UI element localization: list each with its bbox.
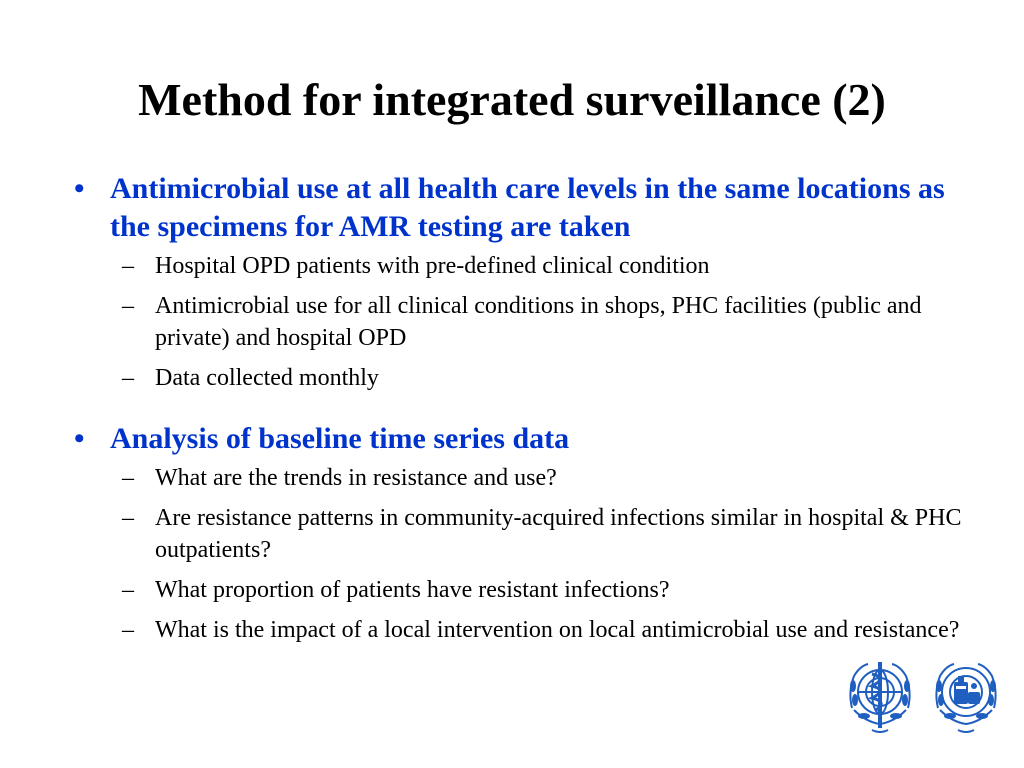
sub-item — [72, 462, 962, 494]
sub-text: Are resistance patterns in community-acquired infections similar in hospital & PHC outpatients? — [155, 505, 962, 563]
sub-marker: – — [122, 365, 134, 391]
sub-marker: – — [122, 505, 134, 531]
sub-item — [72, 574, 962, 606]
sub-text: What are the trends in resistance and use? — [155, 465, 557, 491]
sub-text: What proportion of patients have resistant infections? — [155, 577, 670, 603]
sub-item — [72, 290, 962, 354]
sub-item — [72, 362, 962, 394]
sub-marker: – — [122, 465, 134, 491]
bullet-text: Antimicrobial use at all health care levels in the same locations as the specimens for AMR testing are taken — [110, 172, 945, 243]
bullet-item — [72, 420, 962, 458]
slide-content — [72, 170, 962, 654]
sub-list — [72, 250, 962, 394]
sub-text: Data collected monthly — [155, 365, 379, 391]
un-emblem-icon — [928, 656, 1004, 736]
sub-marker: – — [122, 293, 134, 319]
bullet-item — [72, 170, 962, 246]
sub-text: Antimicrobial use for all clinical conditions in shops, PHC facilities (public and private) and hospital OPD — [155, 293, 922, 351]
sub-marker: – — [122, 577, 134, 603]
sub-text: Hospital OPD patients with pre-defined clinical condition — [155, 253, 710, 279]
sub-item — [72, 502, 962, 566]
sub-item — [72, 614, 962, 646]
sub-marker: – — [122, 617, 134, 643]
bullet-marker: • — [74, 172, 85, 205]
sub-item — [72, 250, 962, 282]
bullet-text: Analysis of baseline time series data — [110, 422, 570, 455]
logos — [842, 656, 1006, 736]
sub-text: What is the impact of a local intervention on local antimicrobial use and resistance? — [155, 617, 960, 643]
sub-list — [72, 462, 962, 646]
who-emblem-icon — [842, 656, 918, 736]
slide-title: Method for integrated surveillance (2) — [138, 74, 886, 125]
sub-marker: – — [122, 253, 134, 279]
bullet-marker: • — [74, 422, 85, 455]
